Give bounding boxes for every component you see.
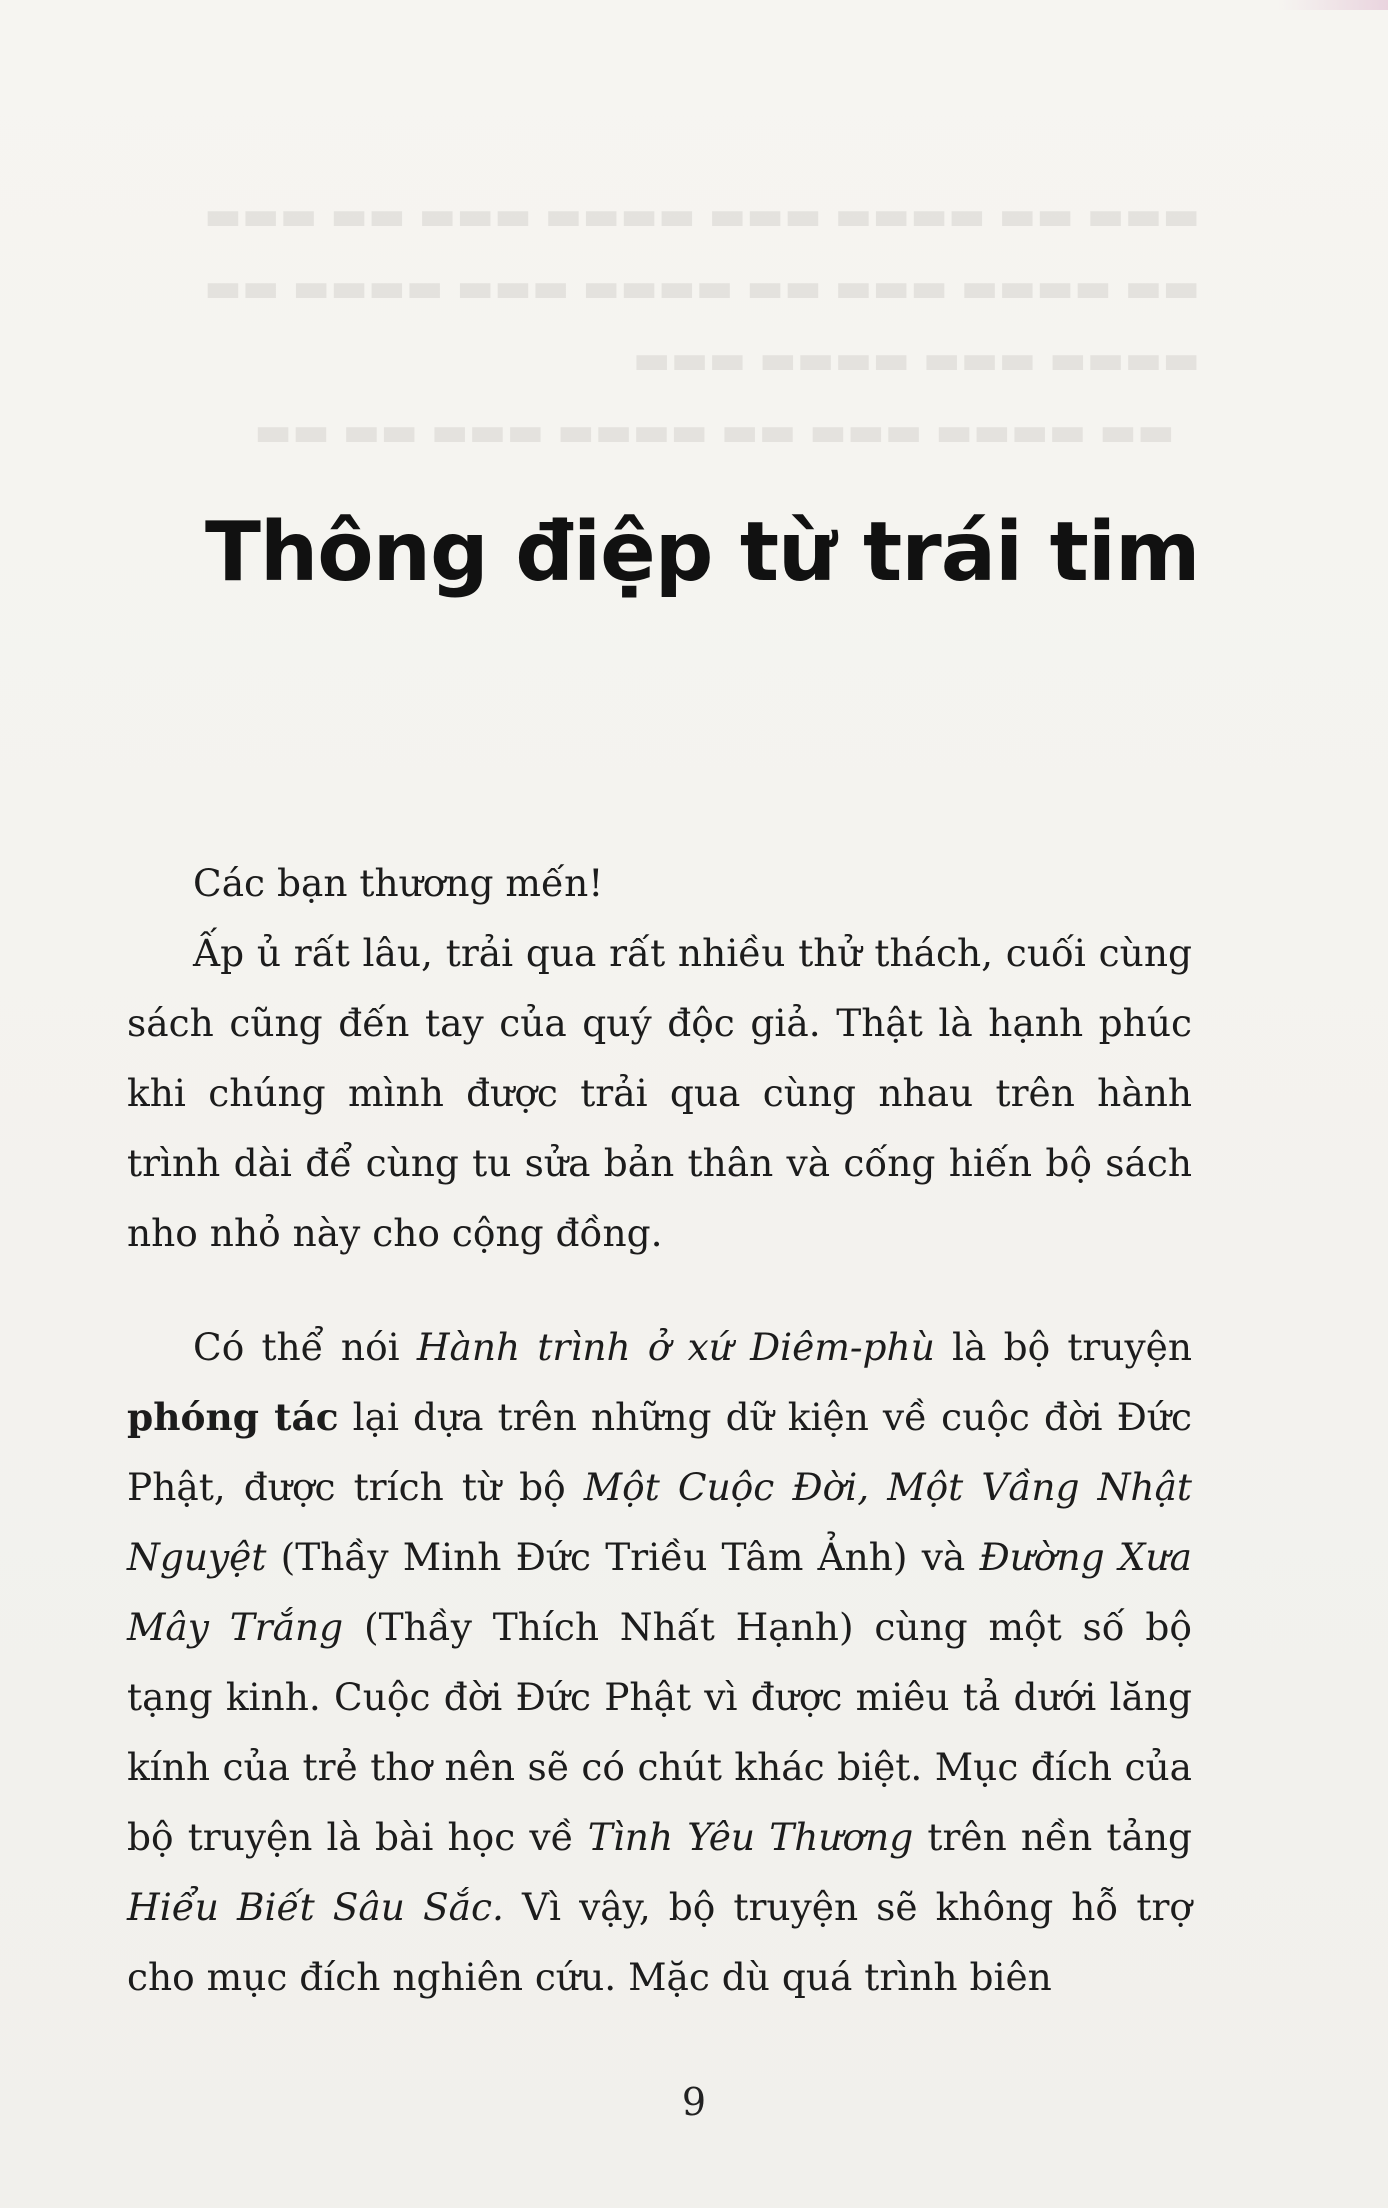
concept-1: Tình Yêu Thương: [587, 1815, 914, 1859]
paragraph-2-text: (Thầy Thích Nhất Hạnh) cùng một số bộ tạng kinh. Cuộc đời Đức Phật vì được miêu tả dưới lăng kính của trẻ thơ nên sẽ có chút khác biệt. Mục đích của bộ truyện là bài học về: [127, 1605, 1192, 1859]
reverse-side-bleed-through: ▬▬▬ ▬▬ ▬▬▬▬ ▬▬▬ ▬▬▬▬ ▬▬▬ ▬▬ ▬▬▬ ▬▬ ▬▬▬▬ ▬▬▬ ▬▬ ▬▬▬▬ ▬▬▬ ▬▬▬▬ ▬▬ ▬▬▬▬ ▬▬▬ ▬▬▬▬ ▬▬▬ ▬▬ ▬▬▬▬ ▬▬▬ ▬▬ ▬▬▬▬ ▬▬▬ ▬▬ ▬▬: [203, 193, 1200, 455]
paragraph-2-text: lại dựa trên những dữ kiện về cuộc đời Đức Phật, được trích từ bộ: [127, 1395, 1192, 1509]
paragraph-2: [127, 1312, 1192, 2012]
paragraph-2-text: (Thầy Minh Đức Triều Tâm Ảnh) và: [266, 1535, 980, 1579]
source-title-1: Một Cuộc Đời, Một Vầng Nhật Nguyệt: [127, 1465, 1192, 1579]
paragraph-2-text: Vì vậy, bộ truyện sẽ không hỗ trợ cho mục đích nghiên cứu. Mặc dù quá trình biên: [127, 1885, 1192, 1999]
chapter-title: Thông điệp từ trái tim: [205, 504, 1200, 600]
page-corner-tint: [1278, 0, 1388, 10]
bold-term: phóng tác: [127, 1395, 339, 1439]
paragraph-2-text: trên nền tảng: [913, 1815, 1192, 1859]
concept-2: Hiểu Biết Sâu Sắc.: [127, 1885, 504, 1929]
source-title-2: Đường Xưa Mây Trắng: [127, 1535, 1193, 1649]
paragraph-1: Ấp ủ rất lâu, trải qua rất nhiều thử thách, cuối cùng sách cũng đến tay của quý độc giả. Thật là hạnh phúc khi chúng mình được trải qua cùng nhau trên hành trình dài để cùng tu sửa bản thân và cống hiến bộ sách nho nhỏ này cho cộng đồng.: [127, 931, 1192, 1255]
book-title: Hành trình ở xứ Diêm-phù: [416, 1325, 935, 1369]
greeting: Các bạn thương mến!: [193, 861, 604, 905]
paragraph-2-text: là bộ truyện: [934, 1325, 1192, 1369]
page-number: 9: [681, 2080, 707, 2124]
paragraph-2-text: Có thể nói: [193, 1325, 417, 1369]
